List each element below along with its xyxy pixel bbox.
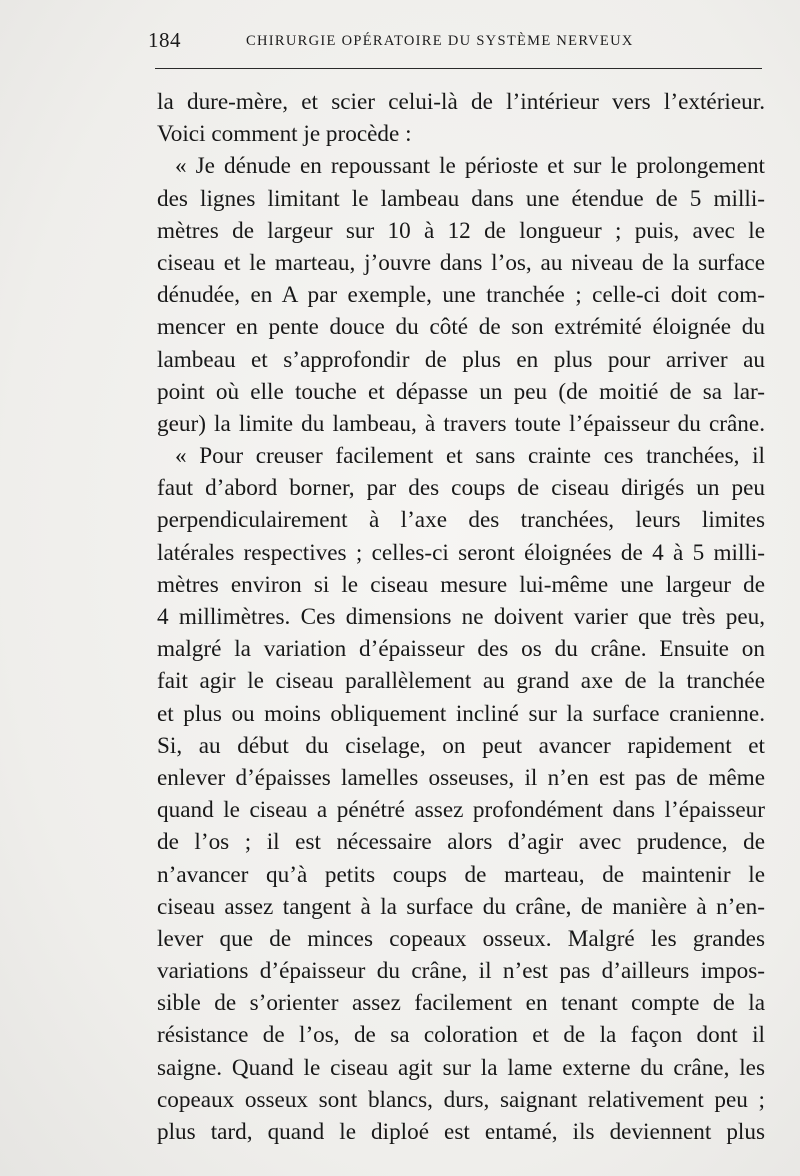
- text-line: faut d’abord borner, par des coups de ciseau dirigés un peu: [157, 475, 765, 502]
- text-line: enlever d’épaisses lamelles osseuses, il n’en est pas de même: [157, 764, 765, 791]
- text-line: 4 millimètres. Ces dimensions ne doivent varier que très peu,: [157, 604, 765, 630]
- text-line: copeaux osseux sont blancs, durs, saignant relativement peu ;: [157, 1086, 765, 1113]
- text-line: résistance de l’os, de sa coloration et de la façon dont il: [157, 1022, 765, 1049]
- text-line: malgré la variation d’épaisseur des os du crâne. Ensuite on: [157, 636, 765, 663]
- text-line: perpendiculairement à l’axe des tranchées, leurs limites: [157, 507, 765, 534]
- text-line: variations d’épaisseur du crâne, il n’est pas d’ailleurs impos-: [157, 958, 765, 985]
- text-line: n’avancer qu’à petits coups de marteau, de maintenir le: [157, 861, 765, 888]
- text-line: plus tard, quand le diploé est entamé, ils deviennent plus: [157, 1119, 765, 1145]
- text-line: quand le ciseau a pénétré assez profondément dans l’épaisseur: [157, 797, 765, 824]
- running-head: [148, 26, 764, 58]
- text-line: lever que de minces copeaux osseux. Malgré les grandes: [157, 925, 765, 952]
- text-line: dénudée, en A par exemple, une tranchée ; celle-ci doit com-: [157, 282, 765, 309]
- text-line: geur) la limite du lambeau, à travers toute l’épaisseur du crâne.: [157, 410, 765, 437]
- text-line: la dure-mère, et scier celui-là de l’intérieur vers l’extérieur.: [157, 89, 765, 115]
- text-line: « Je dénude en repoussant le périoste et sur le prolongement: [175, 153, 765, 180]
- text-line: mencer en pente douce du côté de son extrémité éloignée du: [157, 314, 765, 341]
- text-line: et plus ou moins obliquement incliné sur la surface cranienne.: [157, 700, 765, 727]
- header-rule: [155, 68, 762, 69]
- page-number: 184: [148, 28, 181, 52]
- text-line: des lignes limitant le lambeau dans une étendue de 5 milli-: [157, 185, 765, 212]
- text-line: ciseau et le marteau, j’ouvre dans l’os, au niveau de la surface: [157, 249, 765, 276]
- text-line: mètres environ si le ciseau mesure lui-même une largeur de: [157, 571, 765, 598]
- running-title: CHIRURGIE OPÉRATOIRE DU SYSTÈME NERVEUX: [246, 33, 634, 49]
- text-line: latérales respectives ; celles-ci seront éloignées de 4 à 5 milli-: [157, 539, 765, 566]
- text-line: de l’os ; il est nécessaire alors d’agir avec prudence, de: [157, 829, 765, 856]
- text-line: point où elle touche et dépasse un peu (de moitié de sa lar-: [157, 378, 765, 405]
- text-line: lambeau et s’approfondir de plus en plus pour arriver au: [157, 346, 765, 373]
- text-line: mètres de largeur sur 10 à 12 de longueur ; puis, avec le: [157, 217, 765, 244]
- text-line: Voici comment je procède :: [157, 121, 412, 148]
- body-text: [157, 86, 765, 1148]
- text-line: Si, au début du ciselage, on peut avancer rapidement et: [157, 732, 765, 759]
- text-line: sible de s’orienter assez facilement en tenant compte de la: [157, 990, 765, 1017]
- text-line: « Pour creuser facilement et sans crainte ces tranchées, il: [175, 443, 765, 470]
- text-line: saigne. Quand le ciseau agit sur la lame externe du crâne, les: [157, 1054, 765, 1081]
- text-line: ciseau assez tangent à la surface du crâne, de manière à n’en-: [157, 893, 765, 920]
- text-line: fait agir le ciseau parallèlement au grand axe de la tranchée: [157, 668, 765, 695]
